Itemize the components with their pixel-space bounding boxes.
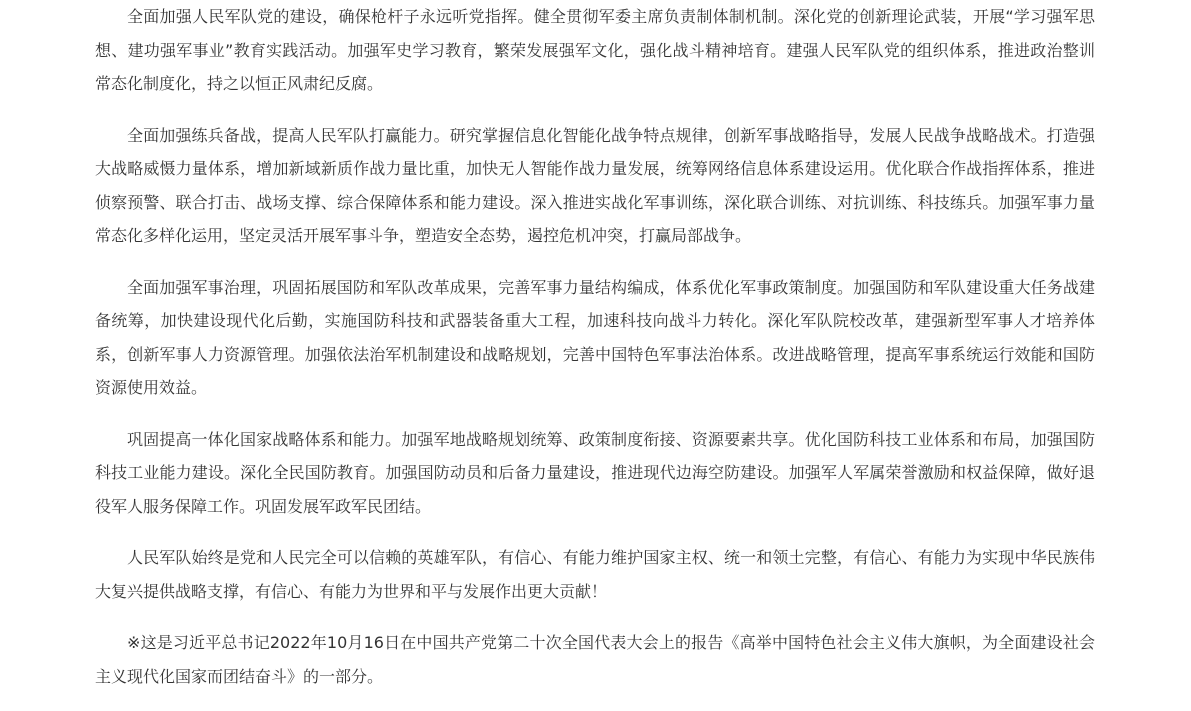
paragraph-combat-readiness: 全面加强练兵备战，提高人民军队打赢能力。研究掌握信息化智能化战争特点规律，创新军事战略指导，发展人民战争战略战术。打造强大战略威慑力量体系，增加新域新质作战力量比重，加快无人智能作战力量发展，统筹网络信息体系建设运用。优化联合作战指挥体系，推进侦察预警、联合打击、战场支撑、综合保障体系和能力建设。深入推进实战化军事训练，深化联合训练、对抗训练、科技练兵。加强军事力量常态化多样化运用，坚定灵活开展军事斗争，塑造安全态势，遏控危机冲突，打赢局部战争。 — [95, 125, 1095, 245]
paragraph-source-note: ※这是习近平总书记2022年10月16日在中国共产党第二十次全国代表大会上的报告《高举中国特色社会主义伟大旗帜，为全面建设社会主义现代化国家而团结奋斗》的一部分。 — [95, 633, 1095, 686]
paragraph-national-strategy: 巩固提高一体化国家战略体系和能力。加强军地战略规划统筹、政策制度衔接、资源要素共享。优化国防科技工业体系和布局，加强国防科技工业能力建设。深化全民国防教育。加强国防动员和后备力量建设，推进现代边海空防建设。加强军人军属荣誉激励和权益保障，做好退役军人服务保障工作。巩固发展军政军民团结。 — [95, 429, 1095, 516]
paragraph-party-building: 全面加强人民军队党的建设，确保枪杆子永远听党指挥。健全贯彻军委主席负责制体制机制。深化党的创新理论武装，开展“学习强军思想、建功强军事业”教育实践活动。加强军史学习教育，繁荣发展强军文化，强化战斗精神培育。建强人民军队党的组织体系，推进政治整训常态化制度化，持之以恒正风肃纪反腐。 — [95, 7, 1095, 93]
article-body — [95, 0, 1095, 711]
paragraph-military-governance: 全面加强军事治理，巩固拓展国防和军队改革成果，完善军事力量结构编成，体系优化军事政策制度。加强国防和军队建设重大任务战建备统筹，加快建设现代化后勤，实施国防科技和武器装备重大工程，加速科技向战斗力转化。深化军队院校改革，建强新型军事人才培养体系，创新军事人力资源管理。加强依法治军机制建设和战略规划，完善中国特色军事法治体系。改进战略管理，提高军事系统运行效能和国防资源使用效益。 — [95, 277, 1095, 397]
paragraph-heroic-army: 人民军队始终是党和人民完全可以信赖的英雄军队，有信心、有能力维护国家主权、统一和领土完整，有信心、有能力为实现中华民族伟大复兴提供战略支撑，有信心、有能力为世界和平与发展作出更大贡献！ — [95, 548, 1095, 601]
